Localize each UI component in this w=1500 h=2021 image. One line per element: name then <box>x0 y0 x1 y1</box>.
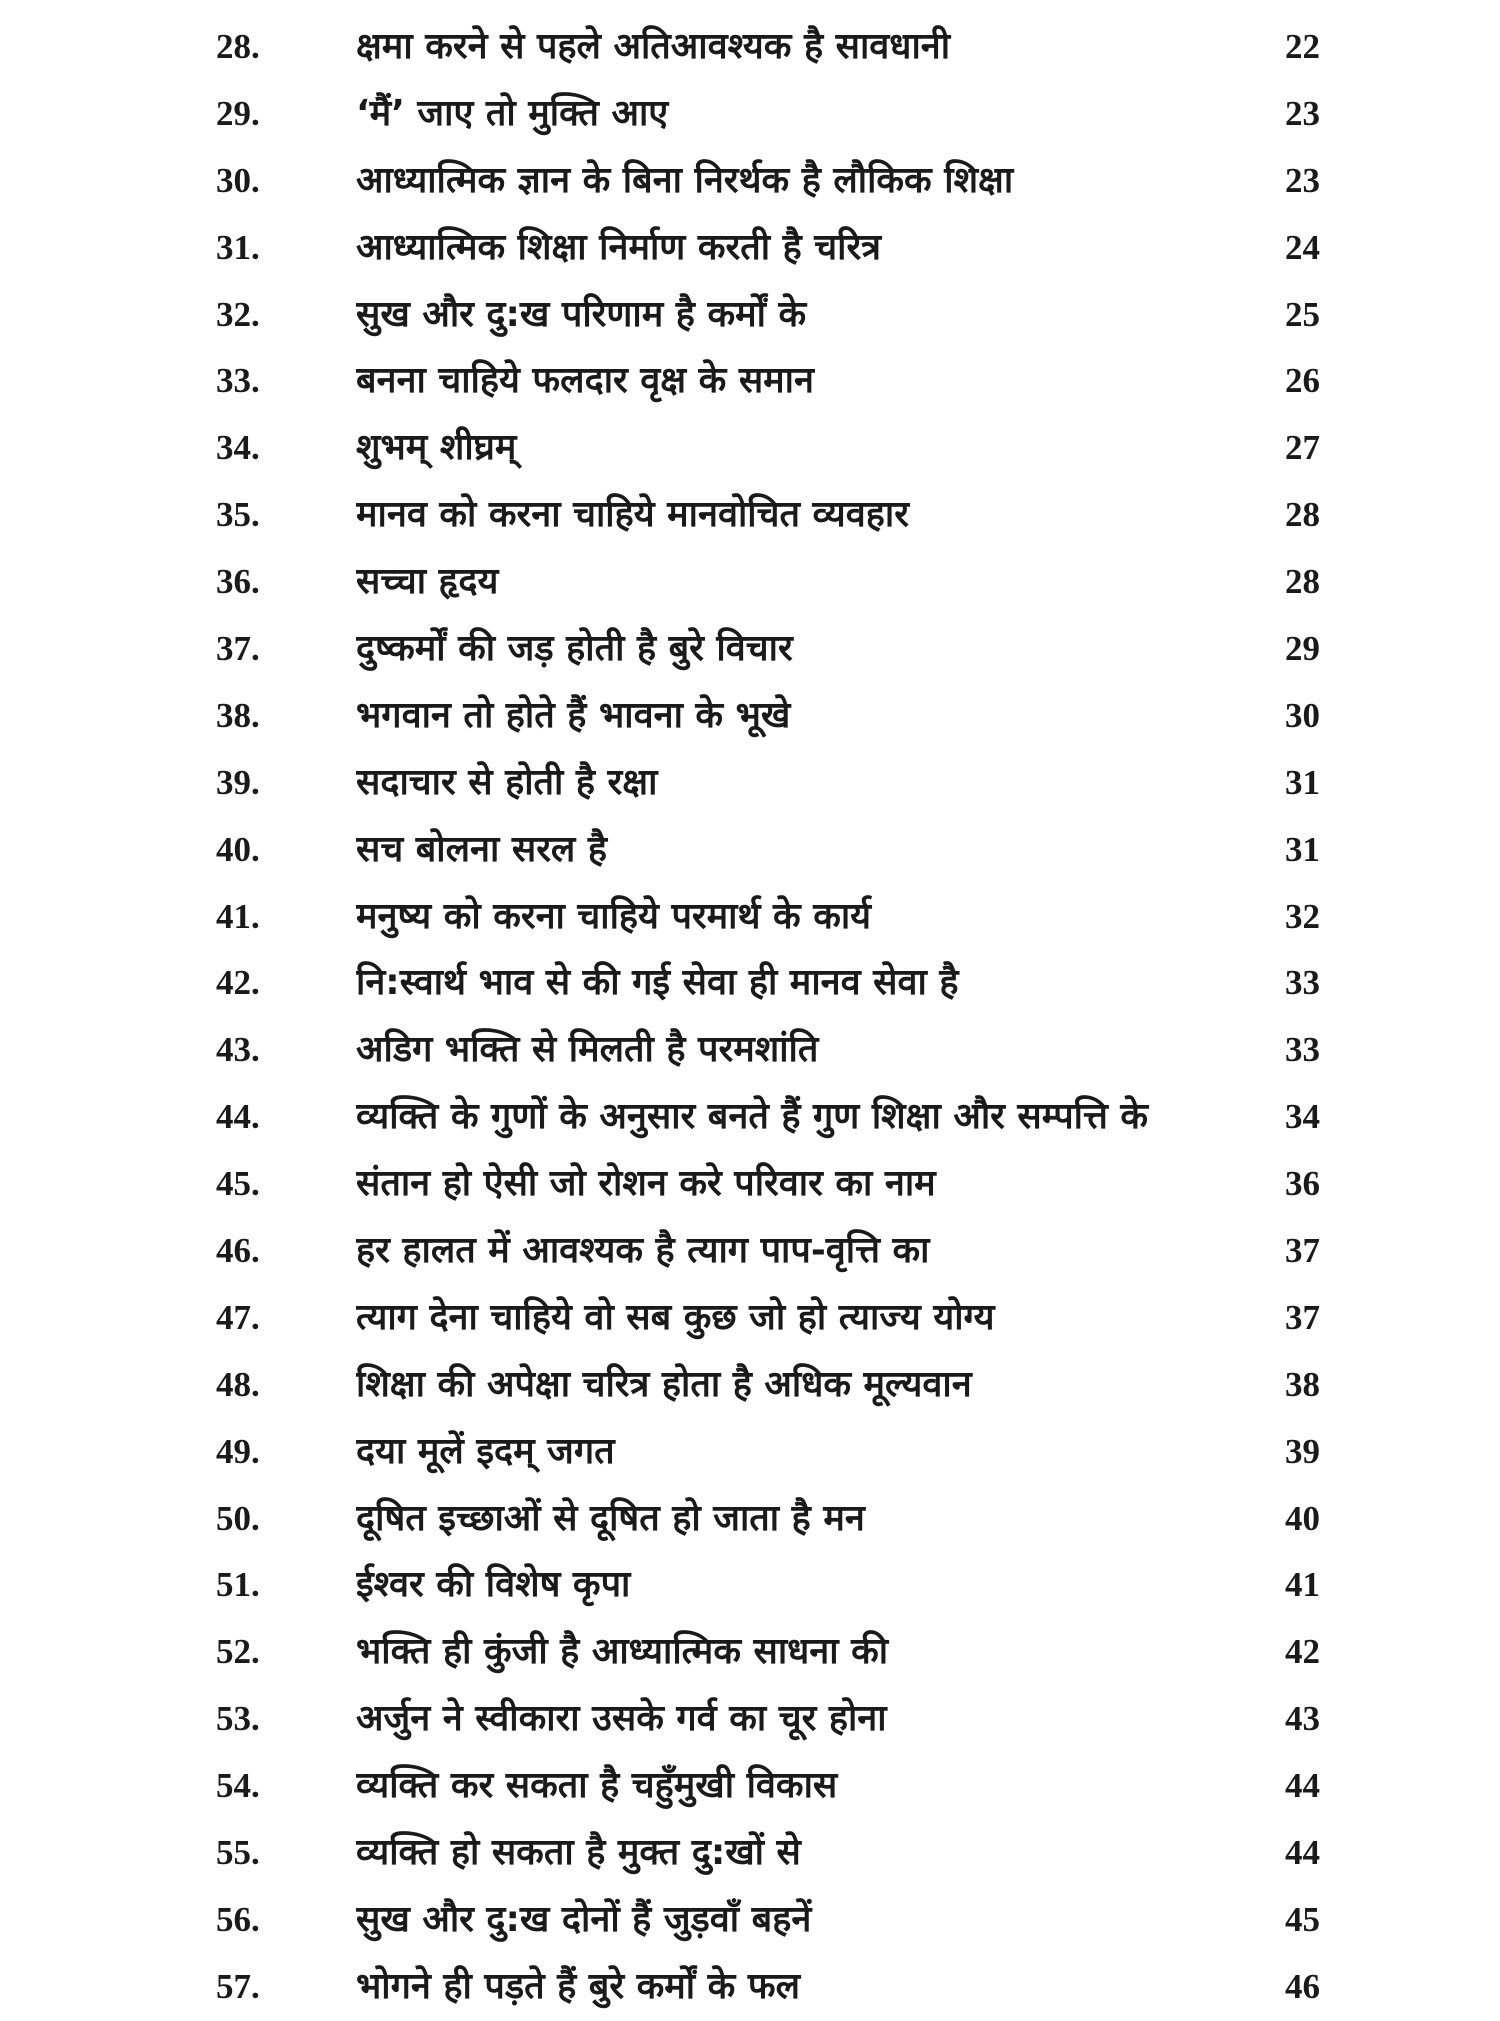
toc-entry-number: 44. <box>216 1097 260 1137</box>
toc-entry-number: 46. <box>216 1231 260 1271</box>
toc-entry-number: 35. <box>216 495 260 535</box>
toc-entry-number: 47. <box>216 1297 260 1337</box>
toc-entry <box>0 282 1500 349</box>
toc-entry-page-number: 27 <box>1285 428 1320 468</box>
toc-entry-title: संतान हो ऐसी जो रोशन करे परिवार का नाम <box>356 1163 936 1205</box>
toc-entry-number: 40. <box>216 829 260 869</box>
toc-entry-page-number: 38 <box>1285 1364 1320 1404</box>
toc-entry <box>0 14 1500 81</box>
toc-entry-title: अर्जुन ने स्वीकारा उसके गर्व का चूर होना <box>356 1698 887 1740</box>
toc-entry-number: 39. <box>216 762 260 802</box>
toc-entry-number: 56. <box>216 1899 260 1939</box>
toc-entry-title: मानव को करना चाहिये मानवोचित व्यवहार <box>356 494 909 536</box>
toc-entry-page-number: 46 <box>1285 1966 1320 2006</box>
toc-entry <box>0 1486 1500 1553</box>
toc-entry-page-number: 32 <box>1285 896 1320 936</box>
toc-entry-number: 32. <box>216 294 260 334</box>
toc-entry-page-number: 44 <box>1285 1833 1320 1873</box>
toc-entry-number: 34. <box>216 428 260 468</box>
toc-entry-title: सुख और दु:ख दोनों हैं जुड़वाँ बहनें <box>356 1898 812 1940</box>
toc-entry <box>0 1017 1500 1084</box>
toc-entry-number: 55. <box>216 1833 260 1873</box>
toc-entry <box>0 1954 1500 2021</box>
toc-entry-page-number: 34 <box>1285 1097 1320 1137</box>
toc-entry-page-number: 29 <box>1285 629 1320 669</box>
toc-entry-page-number: 24 <box>1285 227 1320 267</box>
toc-entry <box>0 1285 1500 1352</box>
toc-entry-page-number: 36 <box>1285 1164 1320 1204</box>
toc-entry-number: 52. <box>216 1632 260 1672</box>
toc-entry-title: व्यक्ति के गुणों के अनुसार बनते हैं गुण शिक्षा और सम्पत्ति के <box>356 1096 1149 1138</box>
toc-entry <box>0 81 1500 148</box>
toc-entry-title: आध्यात्मिक ज्ञान के बिना निरर्थक है लौकिक शिक्षा <box>356 159 1014 201</box>
toc-entry-page-number: 25 <box>1285 294 1320 334</box>
toc-entry-title: सच्चा हृदय <box>356 561 499 603</box>
toc-entry <box>0 549 1500 616</box>
toc-entry-title: व्यक्ति कर सकता है चहुँमुखी विकास <box>356 1765 838 1807</box>
toc-entry <box>0 884 1500 951</box>
toc-entry-number: 38. <box>216 695 260 735</box>
toc-entry-page-number: 28 <box>1285 562 1320 602</box>
toc-entry <box>0 148 1500 215</box>
toc-entry <box>0 750 1500 817</box>
toc-entry <box>0 415 1500 482</box>
toc-entry-page-number: 26 <box>1285 361 1320 401</box>
toc-entry-title: अडिग भक्ति से मिलती है परमशांति <box>356 1029 819 1071</box>
toc-entry-title: शुभम् शीघ्रम् <box>356 427 517 469</box>
toc-entry <box>0 348 1500 415</box>
toc-entry-title: भोगने ही पड़ते हैं बुरे कर्मों के फल <box>356 1965 800 2007</box>
toc-entry-title: क्षमा करने से पहले अतिआवश्यक है सावधानी <box>356 26 951 67</box>
table-of-contents <box>0 14 1500 2021</box>
toc-entry-page-number: 31 <box>1285 762 1320 802</box>
toc-entry <box>0 1820 1500 1887</box>
toc-entry <box>0 950 1500 1017</box>
toc-entry-title: दूषित इच्छाओं से दूषित हो जाता है मन <box>356 1497 865 1539</box>
toc-entry-title: सदाचार से होती है रक्षा <box>356 761 658 803</box>
toc-entry-page-number: 42 <box>1285 1632 1320 1672</box>
toc-entry-page-number: 31 <box>1285 829 1320 869</box>
toc-entry <box>0 1619 1500 1686</box>
toc-entry-number: 49. <box>216 1431 260 1471</box>
toc-entry-number: 45. <box>216 1164 260 1204</box>
toc-entry <box>0 616 1500 683</box>
toc-entry-number: 50. <box>216 1498 260 1538</box>
toc-entry <box>0 1753 1500 1820</box>
toc-entry-page-number: 44 <box>1285 1766 1320 1806</box>
toc-entry <box>0 482 1500 549</box>
toc-entry-title: दया मूलें इदम् जगत <box>356 1430 615 1472</box>
toc-entry <box>0 1352 1500 1419</box>
toc-entry-title: त्याग देना चाहिये वो सब कुछ जो हो त्याज्य योग्य <box>356 1296 995 1338</box>
toc-entry-page-number: 41 <box>1285 1565 1320 1605</box>
toc-entry <box>0 215 1500 282</box>
toc-entry-page-number: 37 <box>1285 1231 1320 1271</box>
toc-entry-page-number: 33 <box>1285 1030 1320 1070</box>
toc-entry-page-number: 43 <box>1285 1699 1320 1739</box>
toc-entry-page-number: 45 <box>1285 1899 1320 1939</box>
toc-entry-title: आध्यात्मिक शिक्षा निर्माण करती है चरित्र <box>356 226 882 268</box>
toc-entry-title: मनुष्य को करना चाहिये परमार्थ के कार्य <box>356 895 872 937</box>
toc-entry-page-number: 28 <box>1285 495 1320 535</box>
toc-entry <box>0 683 1500 750</box>
toc-entry-number: 53. <box>216 1699 260 1739</box>
toc-entry-page-number: 33 <box>1285 963 1320 1003</box>
toc-entry-number: 36. <box>216 562 260 602</box>
toc-entry-title: शिक्षा की अपेक्षा चरित्र होता है अधिक मूल्यवान <box>356 1363 972 1405</box>
toc-entry-page-number: 23 <box>1285 93 1320 133</box>
toc-entry-number: 43. <box>216 1030 260 1070</box>
toc-entry <box>0 1151 1500 1218</box>
toc-entry <box>0 1686 1500 1753</box>
toc-entry <box>0 1552 1500 1619</box>
toc-entry <box>0 817 1500 884</box>
toc-entry-title: नि:स्वार्थ भाव से की गई सेवा ही मानव सेवा है <box>356 962 959 1004</box>
toc-entry-number: 41. <box>216 896 260 936</box>
toc-entry-page-number: 23 <box>1285 160 1320 200</box>
toc-entry-page-number: 39 <box>1285 1431 1320 1471</box>
toc-entry-title: ईश्वर की विशेष कृपा <box>356 1564 631 1606</box>
toc-entry-title: सच बोलना सरल है <box>356 828 607 870</box>
toc-entry <box>0 1084 1500 1151</box>
toc-entry-title: दुष्कर्मों की जड़ होती है बुरे विचार <box>356 628 793 670</box>
toc-entry <box>0 1419 1500 1486</box>
toc-entry-title: सुख और दु:ख परिणाम है कर्मों के <box>356 293 807 335</box>
toc-entry-number: 57. <box>216 1966 260 2006</box>
toc-entry-number: 42. <box>216 963 260 1003</box>
toc-entry-number: 29. <box>216 93 260 133</box>
toc-entry-title: बनना चाहिये फलदार वृक्ष के समान <box>356 360 814 402</box>
toc-entry <box>0 1218 1500 1285</box>
toc-entry-page-number: 40 <box>1285 1498 1320 1538</box>
toc-entry-number: 37. <box>216 629 260 669</box>
toc-entry <box>0 1887 1500 1954</box>
toc-entry-title: व्यक्ति हो सकता है मुक्त दु:खों से <box>356 1832 801 1874</box>
toc-entry-title: भगवान तो होते हैं भावना के भूखे <box>356 694 791 736</box>
toc-entry-title: भक्ति ही कुंजी है आध्यात्मिक साधना की <box>356 1631 889 1673</box>
toc-entry-title: ‘मैं’ जाए तो मुक्ति आए <box>356 92 669 134</box>
toc-entry-number: 30. <box>216 160 260 200</box>
toc-entry-title: हर हालत में आवश्यक है त्याग पाप-वृत्ति का <box>356 1230 930 1272</box>
toc-entry-number: 31. <box>216 227 260 267</box>
toc-entry-page-number: 22 <box>1285 27 1320 66</box>
toc-entry-number: 48. <box>216 1364 260 1404</box>
toc-entry-page-number: 37 <box>1285 1297 1320 1337</box>
toc-entry-number: 51. <box>216 1565 260 1605</box>
toc-entry-number: 33. <box>216 361 260 401</box>
toc-entry-number: 54. <box>216 1766 260 1806</box>
toc-entry-page-number: 30 <box>1285 695 1320 735</box>
toc-entry-number: 28. <box>216 27 260 66</box>
